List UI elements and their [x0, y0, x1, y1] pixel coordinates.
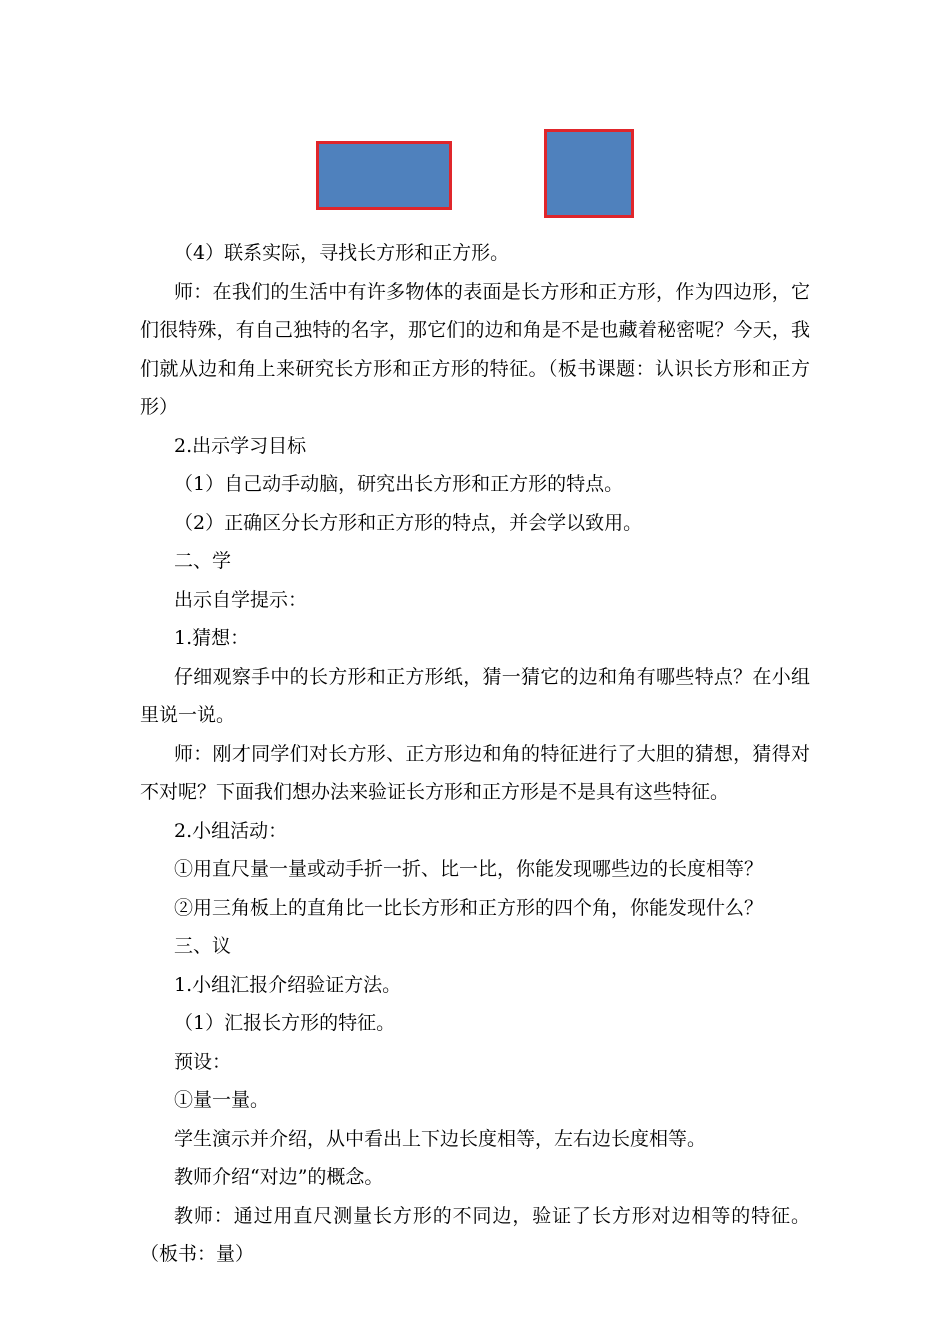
- paragraph-group-activity-heading: 2.小组活动：: [174, 819, 288, 842]
- paragraph-teacher-intro: 师：在我们的生活中有许多物体的表面是长方形和正方形，作为四边形，它们很特殊，有自己独特的名字，那它们的边和角是不是也藏着秘密呢？今天，我们就从边和角上来研究长方形和正方形的特征。（板书课题：认识长方形和正方形）: [140, 280, 810, 418]
- paragraph-guess-heading: 1.猜想：: [174, 627, 250, 649]
- paragraph-group-report: 1.小组汇报介绍验证方法。: [174, 973, 402, 996]
- document-body: [140, 234, 810, 1274]
- rectangle-figure: [316, 141, 452, 210]
- paragraph-guess-text: 仔细观察手中的长方形和正方形纸，猜一猜它的边和角有哪些特点？在小组里说一说。: [140, 665, 810, 726]
- paragraph-student-demo: 学生演示并介绍，从中看出上下边长度相等，左右边长度相等。: [174, 1127, 707, 1150]
- paragraph-activity-2: ②用三角板上的直角比一比长方形和正方形的四个角，你能发现什么？: [174, 896, 764, 919]
- paragraph-goal-1: （1）自己动手动脑，研究出长方形和正方形的特点。: [174, 473, 624, 495]
- paragraph-measure: ①量一量。: [174, 1089, 270, 1111]
- paragraph-learning-goals-heading: 2.出示学习目标: [174, 434, 307, 457]
- paragraph-teacher-conclusion: 教师：通过用直尺测量长方形的不同边，验证了长方形对边相等的特征。（板书：量）: [140, 1204, 810, 1265]
- square-figure: [544, 129, 634, 218]
- section-heading-learn: 二、学: [174, 550, 232, 572]
- paragraph-goal-2: （2）正确区分长方形和正方形的特点，并会学以致用。: [174, 511, 643, 534]
- paragraph-opposite-sides: 教师介绍“对边”的概念。: [174, 1166, 384, 1188]
- paragraph-preset: 预设：: [174, 1050, 232, 1073]
- paragraph-teacher-verify: 师：刚才同学们对长方形、正方形边和角的特征进行了大胆的猜想，猜得对不对呢？下面我们想办法来验证长方形和正方形是不是具有这些特征。: [140, 742, 810, 803]
- paragraph-step-4: （4）联系实际，寻找长方形和正方形。: [174, 242, 510, 264]
- paragraph-activity-1: ①用直尺量一量或动手折一折、比一比，你能发现哪些边的长度相等？: [174, 858, 764, 880]
- paragraph-self-study-hint: 出示自学提示：: [174, 588, 308, 611]
- paragraph-report-rectangle: （1）汇报长方形的特征。: [174, 1012, 396, 1034]
- section-heading-discuss: 三、议: [174, 935, 232, 957]
